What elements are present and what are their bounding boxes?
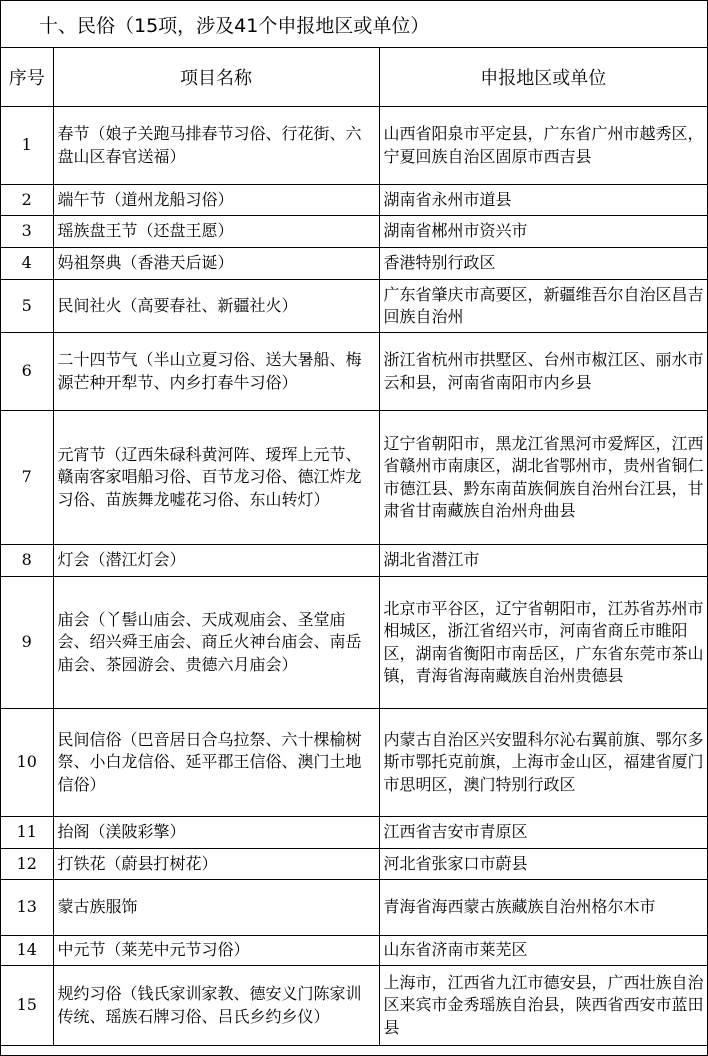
applicant-region: 山东省济南市莱芜区: [379, 936, 707, 966]
project-name: 抬阁（渼陂彩擎）: [53, 817, 379, 849]
row-number: 12: [1, 849, 53, 880]
applicant-region: 内蒙古自治区兴安盟科尔沁右翼前旗、鄂尔多斯市鄂托克前旗，上海市金山区，福建省厦门市思明区，澳门特别行政区: [379, 709, 707, 817]
table-row: [1, 880, 707, 936]
project-name: 民间信俗（巴音居日合乌拉祭、六十棵榆树祭、小白龙信俗、延平郡王信俗、澳门土地信俗）: [53, 709, 379, 817]
row-number: 6: [1, 333, 53, 411]
project-name: 规约习俗（钱氏家训家教、德安义门陈家训传统、瑶族石牌习俗、吕氏乡约乡仪）: [53, 966, 379, 1046]
table-row: [1, 107, 707, 185]
table-row: [1, 966, 707, 1046]
project-name: 元宵节（辽西朱碌科黄河阵、瑷珲上元节、赣南客家唱船习俗、百节龙习俗、德江炸龙习俗、苗族舞龙嘘花习俗、东山转灯）: [53, 411, 379, 545]
project-name: 灯会（潜江灯会）: [53, 545, 379, 577]
project-name: 瑶族盘王节（还盘王愿）: [53, 216, 379, 248]
row-number: 2: [1, 185, 53, 216]
row-number: 14: [1, 936, 53, 966]
header-serial-number: 序号: [1, 48, 53, 107]
project-name: 春节（娘子关跑马排春节习俗、行花街、六盘山区春官送福）: [53, 107, 379, 185]
applicant-region: 广东省肇庆市高要区，新疆维吾尔自治区昌吉回族自治州: [379, 280, 707, 333]
table-row: [1, 333, 707, 411]
applicant-region: 山西省阳泉市平定县，广东省广州市越秀区，宁夏回族自治区固原市西吉县: [379, 107, 707, 185]
project-name: 打铁花（蔚县打树花）: [53, 849, 379, 880]
project-name: 民间社火（高要春社、新疆社火）: [53, 280, 379, 333]
project-name: 中元节（莱芜中元节习俗）: [53, 936, 379, 966]
applicant-region: 北京市平谷区，辽宁省朝阳市，江苏省苏州市相城区，浙江省绍兴市，河南省商丘市睢阳区，湖南省衡阳市南岳区，广东省东莞市茶山镇，青海省海南藏族自治州贵德县: [379, 577, 707, 709]
row-number: 10: [1, 709, 53, 817]
applicant-region: 湖南省永州市道县: [379, 185, 707, 216]
header-applicant-region: 申报地区或单位: [379, 48, 707, 107]
row-number: 13: [1, 880, 53, 936]
row-number: 15: [1, 966, 53, 1046]
project-name: 端午节（道州龙船习俗）: [53, 185, 379, 216]
table-row: [1, 248, 707, 280]
applicant-region: 青海省海西蒙古族藏族自治州格尔木市: [379, 880, 707, 936]
applicant-region: 江西省吉安市青原区: [379, 817, 707, 849]
table-row: [1, 411, 707, 545]
applicant-region: 辽宁省朝阳市，黑龙江省黑河市爱辉区，江西省赣州市南康区，湖北省鄂州市，贵州省铜仁市德江县、黔东南苗族侗族自治州台江县，甘肃省甘南藏族自治州舟曲县: [379, 411, 707, 545]
row-number: 1: [1, 107, 53, 185]
row-number: 4: [1, 248, 53, 280]
table-row: [1, 280, 707, 333]
applicant-region: 湖南省郴州市资兴市: [379, 216, 707, 248]
project-name: 庙会（丫髻山庙会、天成观庙会、圣堂庙会、绍兴舜王庙会、商丘火神台庙会、南岳庙会、茶园游会、贵德六月庙会）: [53, 577, 379, 709]
row-number: 8: [1, 545, 53, 577]
row-number: 3: [1, 216, 53, 248]
row-number: 11: [1, 817, 53, 849]
section-title: 十、民俗（15项，涉及41个申报地区或单位）: [1, 1, 707, 48]
table-row: [1, 545, 707, 577]
header-project-name: 项目名称: [53, 48, 379, 107]
applicant-region: 上海市，江西省九江市德安县，广西壮族自治区来宾市金秀瑶族自治县，陕西省西安市蓝田县: [379, 966, 707, 1046]
row-number: 7: [1, 411, 53, 545]
applicant-region: 湖北省潜江市: [379, 545, 707, 577]
table-header-row: [1, 48, 707, 107]
row-number: 9: [1, 577, 53, 709]
table-row: [1, 185, 707, 216]
table-row: [1, 709, 707, 817]
applicant-region: 香港特别行政区: [379, 248, 707, 280]
applicant-region: 浙江省杭州市拱墅区、台州市椒江区、丽水市云和县，河南省南阳市内乡县: [379, 333, 707, 411]
row-number: 5: [1, 280, 53, 333]
project-name: 妈祖祭典（香港天后诞）: [53, 248, 379, 280]
table-row: [1, 577, 707, 709]
table-row: [1, 817, 707, 849]
table-row: [1, 936, 707, 966]
table-row: [1, 849, 707, 880]
project-name: 蒙古族服饰: [53, 880, 379, 936]
table-row: [1, 216, 707, 248]
folk-custom-table: [1, 48, 707, 1046]
project-name: 二十四节气（半山立夏习俗、送大暑船、梅源芒种开犁节、内乡打春牛习俗）: [53, 333, 379, 411]
applicant-region: 河北省张家口市蔚县: [379, 849, 707, 880]
